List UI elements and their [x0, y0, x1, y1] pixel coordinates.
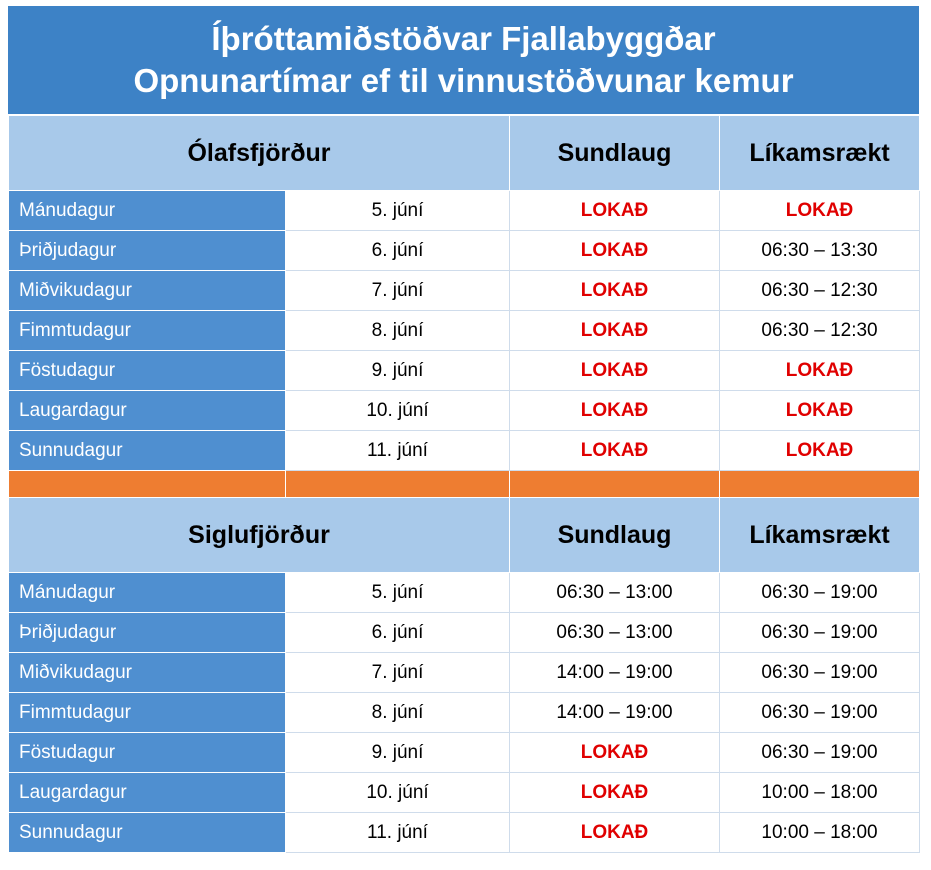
day-cell: Miðvikudagur	[9, 653, 286, 693]
table-row	[9, 613, 920, 653]
pool-column-heading: Sundlaug	[510, 116, 720, 191]
day-cell: Föstudagur	[9, 351, 286, 391]
day-cell: Fimmtudagur	[9, 311, 286, 351]
day-cell: Laugardagur	[9, 391, 286, 431]
date-cell: 7. júní	[286, 653, 510, 693]
table-row	[9, 813, 920, 853]
pool-hours-cell: LOKAÐ	[510, 231, 720, 271]
day-cell: Fimmtudagur	[9, 693, 286, 733]
pool-hours-cell: 14:00 – 19:00	[510, 693, 720, 733]
table-row	[9, 653, 920, 693]
table-row	[9, 351, 920, 391]
date-cell: 10. júní	[286, 773, 510, 813]
table-row	[9, 573, 920, 613]
separator-cell	[510, 471, 720, 498]
gym-hours-cell: LOKAÐ	[720, 351, 920, 391]
table-row	[9, 431, 920, 471]
gym-column-heading: Líkamsrækt	[720, 498, 920, 573]
date-cell: 8. júní	[286, 693, 510, 733]
pool-hours-cell: 06:30 – 13:00	[510, 573, 720, 613]
day-cell: Miðvikudagur	[9, 271, 286, 311]
pool-hours-cell: LOKAÐ	[510, 271, 720, 311]
date-cell: 11. júní	[286, 813, 510, 853]
day-cell: Sunnudagur	[9, 813, 286, 853]
day-cell: Sunnudagur	[9, 431, 286, 471]
date-cell: 9. júní	[286, 733, 510, 773]
day-cell: Laugardagur	[9, 773, 286, 813]
section-header	[9, 116, 920, 191]
gym-hours-cell: 06:30 – 19:00	[720, 613, 920, 653]
pool-hours-cell: LOKAÐ	[510, 773, 720, 813]
pool-hours-cell: LOKAÐ	[510, 391, 720, 431]
date-cell: 9. júní	[286, 351, 510, 391]
gym-hours-cell: 10:00 – 18:00	[720, 813, 920, 853]
section-separator	[9, 471, 920, 498]
day-cell: Mánudagur	[9, 573, 286, 613]
date-cell: 8. júní	[286, 311, 510, 351]
section-header	[9, 498, 920, 573]
gym-column-heading: Líkamsrækt	[720, 116, 920, 191]
pool-hours-cell: LOKAÐ	[510, 191, 720, 231]
date-cell: 6. júní	[286, 231, 510, 271]
gym-hours-cell: 06:30 – 19:00	[720, 653, 920, 693]
date-cell: 10. júní	[286, 391, 510, 431]
date-cell: 7. júní	[286, 271, 510, 311]
pool-hours-cell: LOKAÐ	[510, 733, 720, 773]
gym-hours-cell: 06:30 – 13:30	[720, 231, 920, 271]
pool-hours-cell: LOKAÐ	[510, 311, 720, 351]
title-line-2: Opnunartímar ef til vinnustöðvunar kemur	[133, 62, 794, 99]
title-banner	[8, 6, 919, 115]
gym-hours-cell: LOKAÐ	[720, 191, 920, 231]
table-row	[9, 391, 920, 431]
table-row	[9, 693, 920, 733]
day-cell: Föstudagur	[9, 733, 286, 773]
schedule-table	[8, 115, 920, 853]
date-cell: 6. júní	[286, 613, 510, 653]
gym-hours-cell: 06:30 – 19:00	[720, 733, 920, 773]
date-cell: 11. júní	[286, 431, 510, 471]
date-cell: 5. júní	[286, 573, 510, 613]
pool-hours-cell: LOKAÐ	[510, 813, 720, 853]
gym-hours-cell: 06:30 – 19:00	[720, 693, 920, 733]
gym-hours-cell: 06:30 – 19:00	[720, 573, 920, 613]
schedule-sheet	[8, 6, 919, 853]
date-cell: 5. júní	[286, 191, 510, 231]
table-row	[9, 773, 920, 813]
separator-cell	[286, 471, 510, 498]
table-row	[9, 271, 920, 311]
day-cell: Mánudagur	[9, 191, 286, 231]
day-cell: Þriðjudagur	[9, 613, 286, 653]
gym-hours-cell: LOKAÐ	[720, 391, 920, 431]
separator-cell	[720, 471, 920, 498]
pool-hours-cell: LOKAÐ	[510, 431, 720, 471]
table-row	[9, 231, 920, 271]
pool-hours-cell: 06:30 – 13:00	[510, 613, 720, 653]
table-row	[9, 733, 920, 773]
table-row	[9, 311, 920, 351]
location-heading: Siglufjörður	[9, 498, 510, 573]
gym-hours-cell: LOKAÐ	[720, 431, 920, 471]
title-line-1: Íþróttamiðstöðvar Fjallabyggðar	[211, 20, 716, 57]
pool-hours-cell: LOKAÐ	[510, 351, 720, 391]
location-heading: Ólafsfjörður	[9, 116, 510, 191]
gym-hours-cell: 06:30 – 12:30	[720, 271, 920, 311]
pool-hours-cell: 14:00 – 19:00	[510, 653, 720, 693]
separator-cell	[9, 471, 286, 498]
table-row	[9, 191, 920, 231]
day-cell: Þriðjudagur	[9, 231, 286, 271]
gym-hours-cell: 10:00 – 18:00	[720, 773, 920, 813]
gym-hours-cell: 06:30 – 12:30	[720, 311, 920, 351]
pool-column-heading: Sundlaug	[510, 498, 720, 573]
